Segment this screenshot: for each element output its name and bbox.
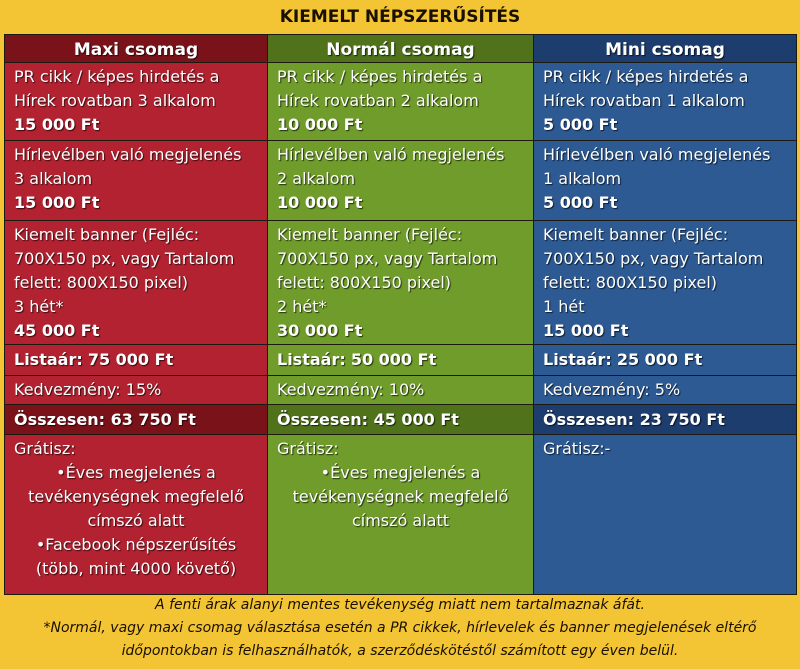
normal-banner-cell — [268, 221, 534, 345]
list-price-label: Listaár: — [543, 350, 612, 369]
total-label: Összesen: — [277, 409, 368, 429]
banner-line: felett: 800X150 pixel) — [14, 273, 189, 292]
normal-list-price — [268, 345, 534, 376]
mini-newsletter-cell — [534, 141, 797, 221]
normal-header: Normál csomag — [268, 35, 534, 63]
gratis-label: Grátisz: — [14, 439, 76, 458]
list-price-label: Listaár: — [14, 350, 83, 369]
newsletter-price: 15 000 Ft — [14, 193, 100, 212]
banner-line: 700X150 px, vagy Tartalom — [543, 249, 764, 268]
mini-discount — [534, 376, 797, 405]
pr-line: PR cikk / képes hirdetés a — [543, 67, 749, 86]
total-value: 63 750 Ft — [110, 409, 196, 429]
mini-gratis — [534, 435, 797, 595]
maxi-pr-cell — [5, 63, 268, 141]
mini-header: Mini csomag — [534, 35, 797, 63]
gratis-value: - — [604, 439, 611, 458]
banner-line: Kiemelt banner (Fejléc: — [543, 225, 729, 244]
pr-price: 10 000 Ft — [277, 115, 363, 134]
banner-price: 15 000 Ft — [543, 321, 629, 340]
normal-discount — [268, 376, 534, 405]
gratis-item: •Éves megjelenés a — [320, 463, 481, 482]
maxi-gratis — [5, 435, 268, 595]
total-row — [5, 405, 797, 435]
footnote-vat: A fenti árak alanyi mentes tevékenység miatt nem tartalmaznak áfát. — [155, 597, 645, 613]
banner-line: felett: 800X150 pixel) — [277, 273, 452, 292]
normal-newsletter-cell — [268, 141, 534, 221]
newsletter-price: 5 000 Ft — [543, 193, 618, 212]
total-value: 23 750 Ft — [639, 409, 725, 429]
banner-duration: 2 hét* — [277, 297, 327, 316]
gratis-row — [5, 435, 797, 595]
pr-line: PR cikk / képes hirdetés a — [14, 67, 220, 86]
normal-pr-cell — [268, 63, 534, 141]
pr-row — [5, 63, 797, 141]
mini-total — [534, 405, 797, 435]
list-price-value: 25 000 Ft — [616, 350, 703, 369]
total-value: 45 000 Ft — [373, 409, 459, 429]
discount-value: 15% — [125, 380, 162, 399]
banner-price: 45 000 Ft — [14, 321, 100, 340]
newsletter-price: 10 000 Ft — [277, 193, 363, 212]
discount-value: 5% — [654, 380, 681, 399]
banner-price: 30 000 Ft — [277, 321, 363, 340]
maxi-banner-cell — [5, 221, 268, 345]
banner-line: Kiemelt banner (Fejléc: — [14, 225, 200, 244]
banner-line: 700X150 px, vagy Tartalom — [277, 249, 498, 268]
newsletter-line: Hírlevélben való megjelenés — [14, 145, 242, 164]
gratis-label: Grátisz: — [277, 439, 339, 458]
pr-price: 5 000 Ft — [543, 115, 618, 134]
banner-duration: 3 hét* — [14, 297, 64, 316]
package-header-row — [5, 35, 797, 63]
gratis-item: tevékenységnek megfelelő — [28, 487, 244, 506]
pr-price: 15 000 Ft — [14, 115, 100, 134]
banner-line: 700X150 px, vagy Tartalom — [14, 249, 235, 268]
gratis-item: •Facebook népszerűsítés — [35, 535, 237, 554]
maxi-newsletter-cell — [5, 141, 268, 221]
newsletter-line: Hírlevélben való megjelenés — [543, 145, 771, 164]
list-price-value: 50 000 Ft — [350, 350, 437, 369]
mini-list-price — [534, 345, 797, 376]
gratis-item: •Éves megjelenés a — [56, 463, 216, 482]
newsletter-line: 2 alkalom — [277, 169, 356, 188]
list-price-value: 75 000 Ft — [87, 350, 174, 369]
gratis-item: címszó alatt — [87, 511, 185, 530]
newsletter-line: 3 alkalom — [14, 169, 93, 188]
banner-line: felett: 800X150 pixel) — [543, 273, 718, 292]
discount-value: 10% — [388, 380, 425, 399]
maxi-header: Maxi csomag — [5, 35, 268, 63]
gratis-label: Grátisz: — [543, 439, 605, 458]
list-price-row — [5, 345, 797, 376]
footnote-asterisk-cont: időpontokban is felhasználhatók, a szerződéskötéstől számított egy éven belül. — [121, 643, 679, 659]
mini-banner-cell — [534, 221, 797, 345]
pr-line: Hírek rovatban 2 alkalom — [277, 91, 479, 110]
gratis-item: (több, mint 4000 követő) — [35, 559, 237, 578]
newsletter-line: 1 alkalom — [543, 169, 622, 188]
discount-label: Kedvezmény: — [14, 380, 121, 399]
banner-row — [5, 221, 797, 345]
discount-label: Kedvezmény: — [277, 380, 384, 399]
total-label: Összesen: — [543, 409, 634, 429]
maxi-total — [5, 405, 268, 435]
pricing-table — [4, 34, 797, 595]
maxi-list-price — [5, 345, 268, 376]
pr-line: Hírek rovatban 3 alkalom — [14, 91, 216, 110]
maxi-discount — [5, 376, 268, 405]
banner-line: Kiemelt banner (Fejléc: — [277, 225, 463, 244]
banner-duration: 1 hét — [543, 297, 585, 316]
pr-line: Hírek rovatban 1 alkalom — [543, 91, 745, 110]
newsletter-row — [5, 141, 797, 221]
normal-gratis — [268, 435, 534, 595]
normal-total — [268, 405, 534, 435]
discount-row — [5, 376, 797, 405]
newsletter-line: Hírlevélben való megjelenés — [277, 145, 505, 164]
pr-line: PR cikk / képes hirdetés a — [277, 67, 483, 86]
page-title: KIEMELT NÉPSZERŰSÍTÉS — [279, 7, 521, 27]
gratis-item: címszó alatt — [351, 511, 450, 530]
mini-pr-cell — [534, 63, 797, 141]
footnote-asterisk: *Normál, vagy maxi csomag választása esetén a PR cikkek, hírlevelek és banner megjelenések eltérő — [43, 620, 757, 636]
discount-label: Kedvezmény: — [543, 380, 650, 399]
gratis-item: tevékenységnek megfelelő — [292, 487, 509, 506]
list-price-label: Listaár: — [277, 350, 346, 369]
footnote — [0, 594, 800, 663]
total-label: Összesen: — [14, 409, 105, 429]
